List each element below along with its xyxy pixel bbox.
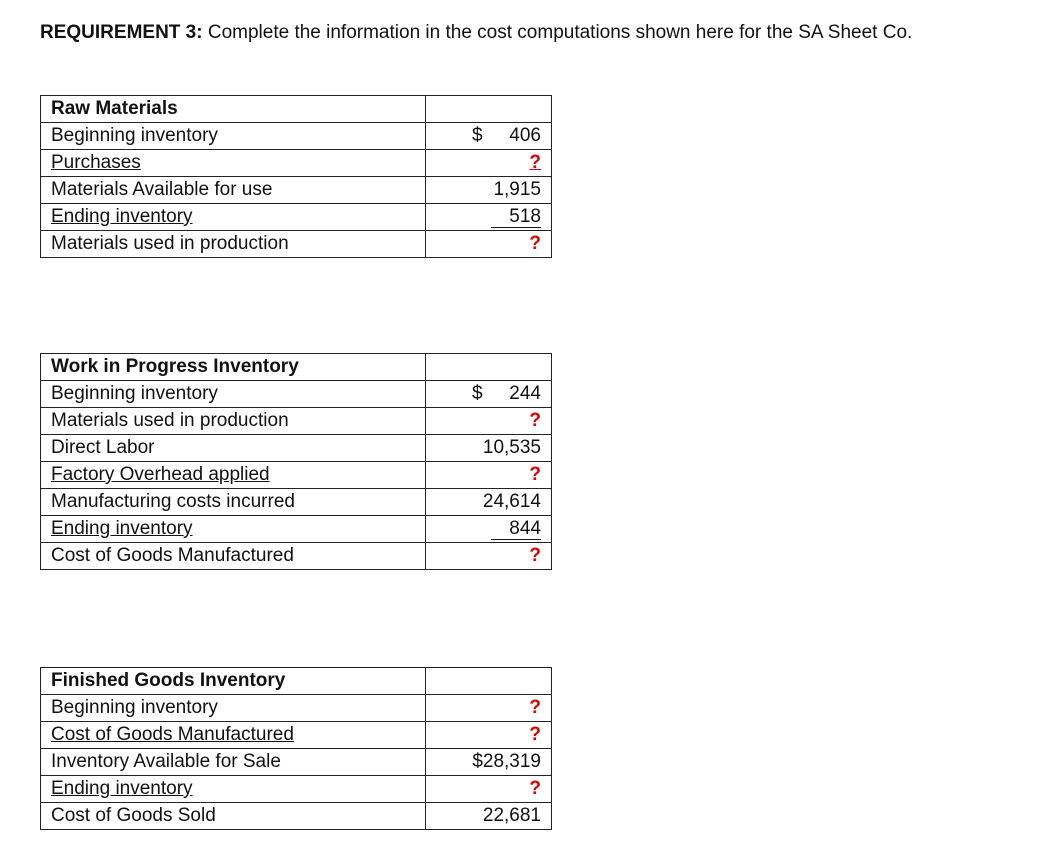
wip-inventory-table — [40, 353, 552, 570]
table-row — [41, 177, 552, 204]
row-label: Manufacturing costs incurred — [41, 489, 426, 516]
unknown-value: ? — [529, 724, 541, 745]
table-row — [41, 749, 552, 776]
row-label: Beginning inventory — [41, 381, 426, 408]
row-label — [41, 462, 426, 489]
row-value — [426, 381, 552, 408]
row-label: Materials used in production — [41, 408, 426, 435]
table-row — [41, 695, 552, 722]
raw-materials-title: Raw Materials — [41, 96, 426, 123]
table-row — [41, 381, 552, 408]
row-value — [426, 543, 552, 570]
row-value — [426, 204, 552, 231]
row-value — [426, 462, 552, 489]
row-label: Beginning inventory — [41, 123, 426, 150]
row-label — [41, 150, 426, 177]
row-label-text: Factory Overhead applied — [51, 464, 270, 485]
dollar-sign: $ — [472, 125, 483, 146]
row-label: Inventory Available for Sale — [41, 749, 426, 776]
row-value — [426, 776, 552, 803]
value-text: 406 — [509, 125, 541, 146]
row-label: Materials Available for use — [41, 177, 426, 204]
row-value — [426, 695, 552, 722]
table-row — [41, 489, 552, 516]
table-row — [41, 543, 552, 570]
table-row — [41, 516, 552, 543]
table-row — [41, 803, 552, 830]
table-row — [41, 123, 552, 150]
row-value: 1,915 — [426, 177, 552, 204]
header-value-cell — [426, 354, 552, 381]
row-value — [426, 408, 552, 435]
table-row — [41, 231, 552, 258]
dollar-sign: $ — [472, 383, 483, 404]
row-value: 24,614 — [426, 489, 552, 516]
table-row — [41, 150, 552, 177]
value-text: 518 — [491, 206, 541, 228]
row-label — [41, 516, 426, 543]
value-text: 844 — [491, 518, 541, 540]
row-value — [426, 516, 552, 543]
requirement-description: Complete the information in the cost computations shown here for the SA Sheet Co. — [202, 22, 913, 43]
header-value-cell — [426, 668, 552, 695]
table-header-row — [41, 96, 552, 123]
unknown-value: ? — [529, 778, 541, 799]
unknown-value: ? — [529, 545, 541, 566]
table-header-row — [41, 354, 552, 381]
requirement-label: REQUIREMENT 3: — [40, 22, 203, 43]
wip-title: Work in Progress Inventory — [41, 354, 426, 381]
table-row — [41, 435, 552, 462]
row-value: $28,319 — [426, 749, 552, 776]
table-row — [41, 776, 552, 803]
unknown-value: ? — [529, 152, 541, 173]
raw-materials-table — [40, 95, 552, 258]
row-label — [41, 722, 426, 749]
table-row — [41, 408, 552, 435]
row-value — [426, 150, 552, 177]
row-label-text: Ending inventory — [51, 518, 193, 539]
row-value — [426, 722, 552, 749]
value-text: 244 — [509, 383, 541, 404]
row-label: Cost of Goods Sold — [41, 803, 426, 830]
table-header-row — [41, 668, 552, 695]
unknown-value: ? — [529, 410, 541, 431]
header-value-cell — [426, 96, 552, 123]
unknown-value: ? — [529, 233, 541, 254]
finished-goods-title: Finished Goods Inventory — [41, 668, 426, 695]
row-label — [41, 776, 426, 803]
table-row — [41, 462, 552, 489]
row-value — [426, 231, 552, 258]
row-value: 22,681 — [426, 803, 552, 830]
row-label-text: Ending inventory — [51, 778, 193, 799]
unknown-value: ? — [529, 464, 541, 485]
row-label — [41, 204, 426, 231]
row-label-text: Ending inventory — [51, 206, 193, 227]
table-row — [41, 204, 552, 231]
row-label-text: Cost of Goods Manufactured — [51, 724, 294, 745]
finished-goods-table — [40, 667, 552, 830]
row-label-text: Purchases — [51, 152, 141, 173]
unknown-value: ? — [529, 697, 541, 718]
row-label: Cost of Goods Manufactured — [41, 543, 426, 570]
requirement-text — [40, 22, 912, 44]
row-label: Beginning inventory — [41, 695, 426, 722]
row-value — [426, 123, 552, 150]
table-row — [41, 722, 552, 749]
row-value: 10,535 — [426, 435, 552, 462]
row-label: Direct Labor — [41, 435, 426, 462]
row-label: Materials used in production — [41, 231, 426, 258]
